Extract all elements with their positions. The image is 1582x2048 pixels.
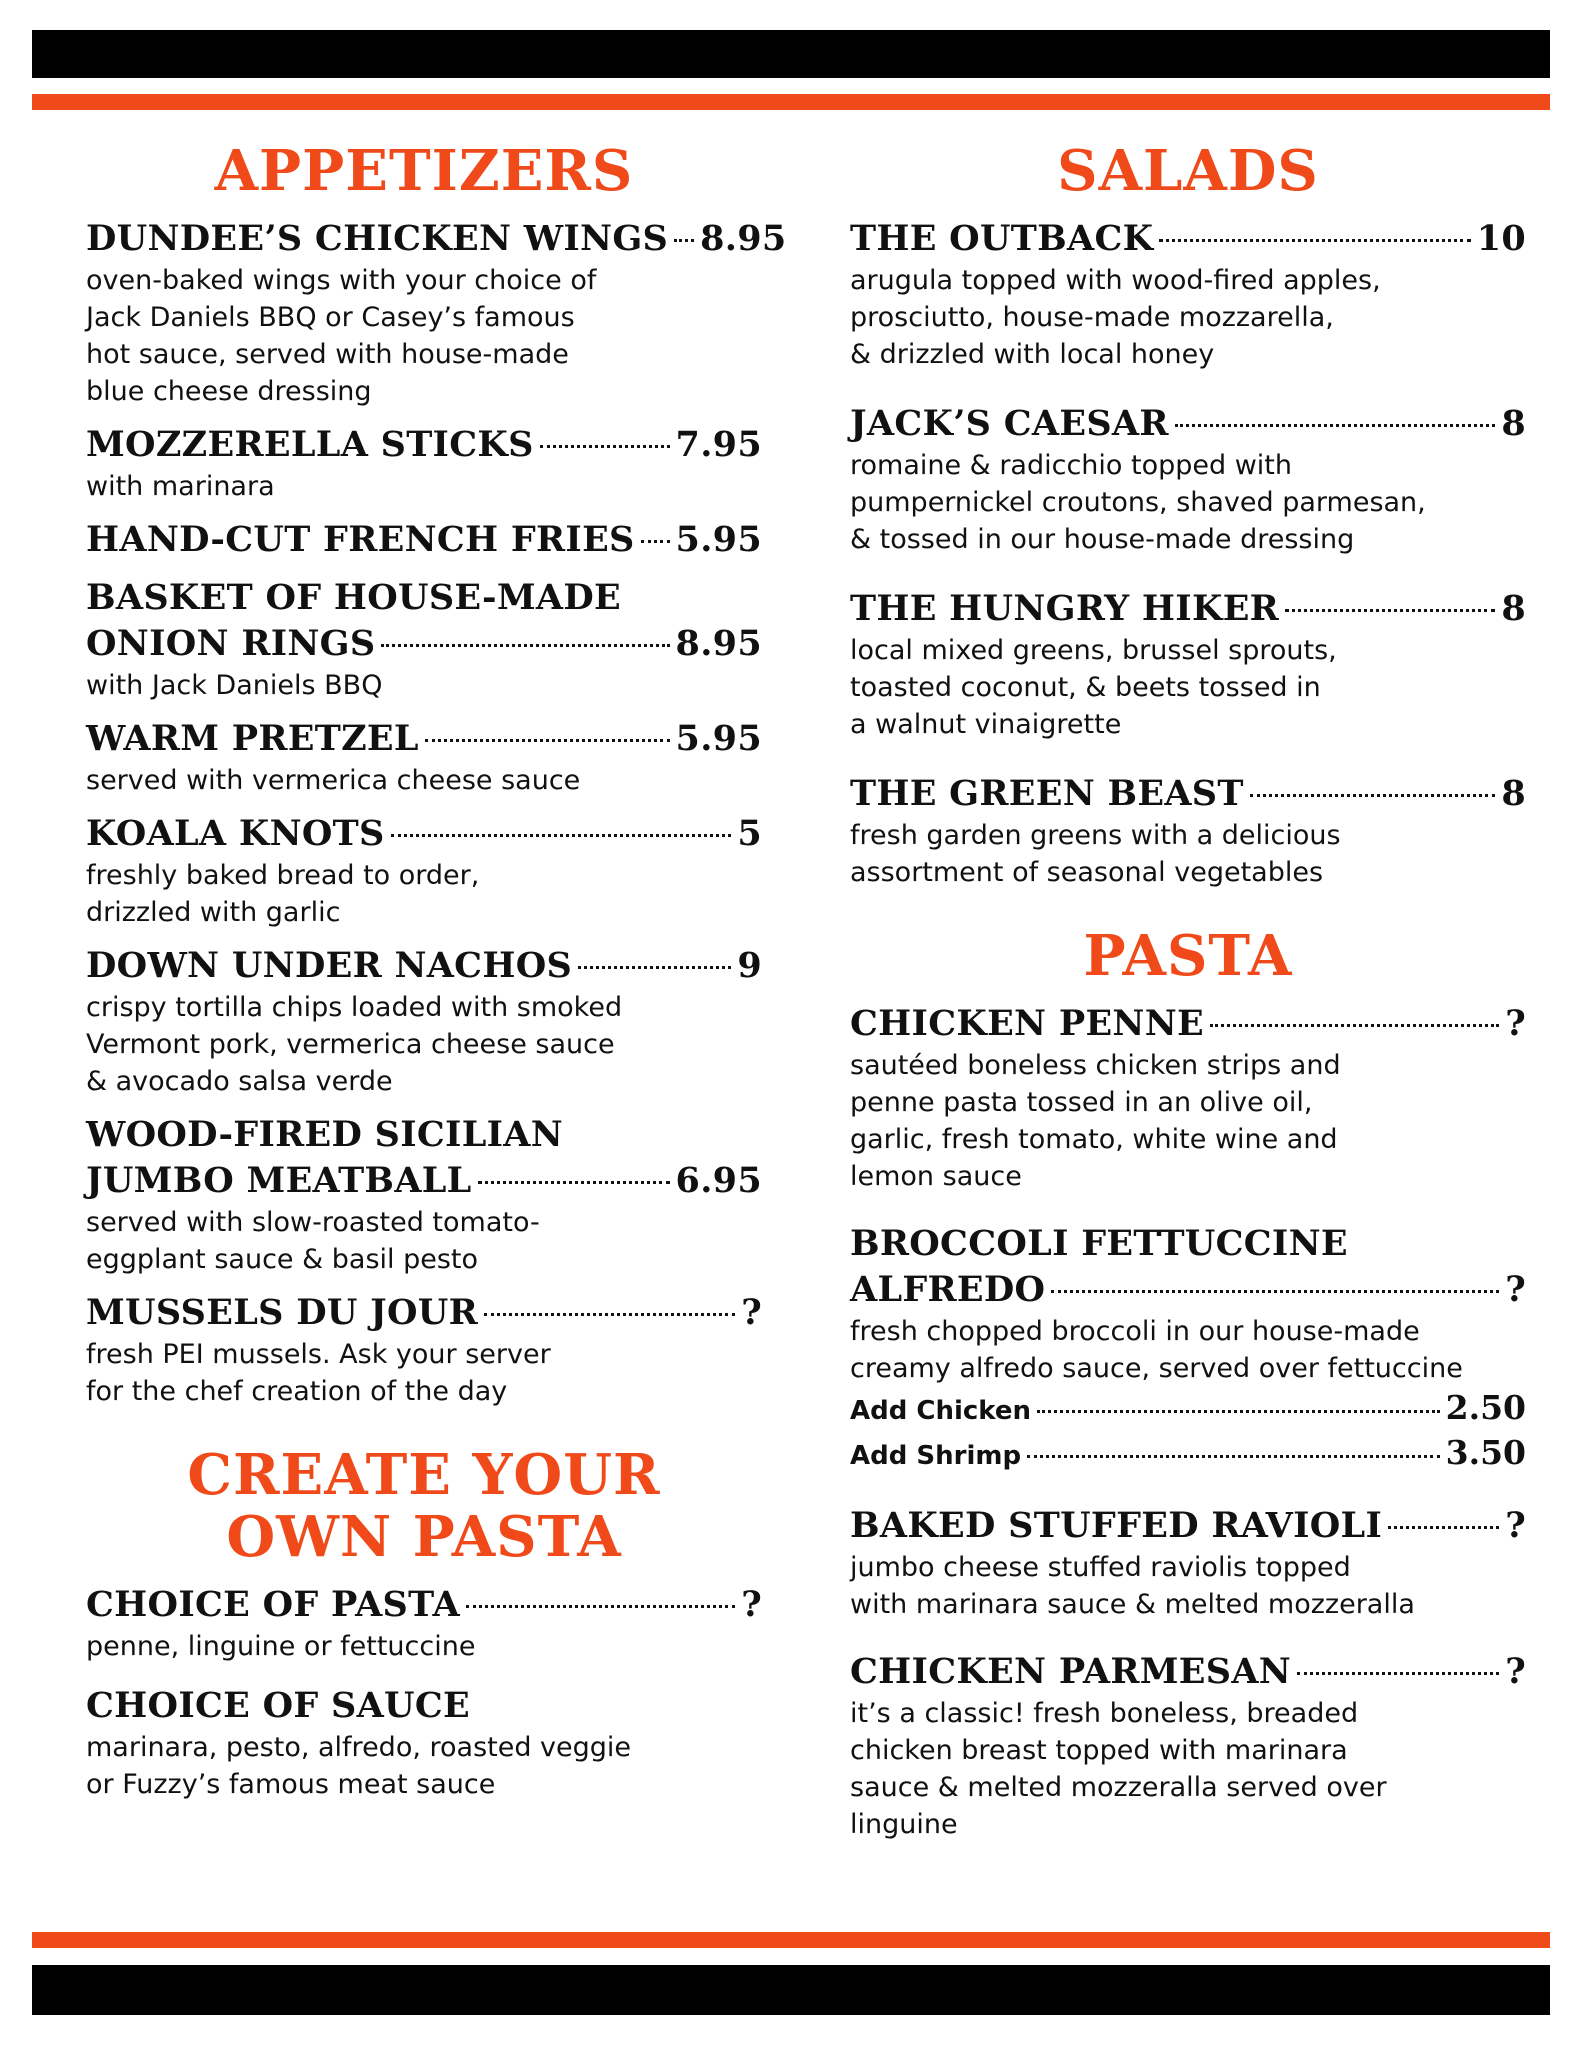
dot-leader — [674, 239, 694, 242]
menu-item-description: pumpernickel croutons, shaved parmesan, — [850, 487, 1426, 518]
menu-item-description: drizzled with garlic — [86, 897, 341, 928]
menu-item-price: ? — [1505, 1651, 1526, 1692]
dot-leader — [578, 966, 731, 969]
menu-item — [86, 1112, 762, 1278]
menu-item-name: THE OUTBACK — [850, 218, 1154, 259]
addon-price: 3.50 — [1445, 1433, 1526, 1472]
menu-item-price: ? — [741, 1292, 762, 1333]
dot-leader — [1285, 609, 1495, 612]
menu-item-name: JACK’S CAESAR — [850, 403, 1169, 444]
menu-item-price: 9 — [737, 945, 762, 986]
menu-item-description: romaine & radicchio topped with — [850, 450, 1293, 481]
menu-item-description: blue cheese dressing — [86, 376, 372, 407]
menu-item-description: or Fuzzy’s famous meat sauce — [86, 1769, 496, 1800]
create-pasta-section — [86, 1444, 762, 1803]
create-pasta-list — [86, 1582, 762, 1803]
menu-item — [86, 1683, 762, 1803]
dot-leader — [1027, 1455, 1440, 1458]
menu-item — [86, 1290, 762, 1410]
addon-row — [850, 1432, 1526, 1477]
dot-leader — [1175, 424, 1496, 427]
menu-item-title-row — [850, 216, 1526, 262]
create-pasta-title-line1: CREATE YOUR — [187, 1442, 661, 1508]
menu-item-name: JUMBO MEATBALL — [86, 1160, 472, 1201]
dot-leader — [1037, 1410, 1440, 1413]
menu-item-title-row — [86, 1158, 762, 1204]
menu-item — [86, 517, 762, 563]
menu-item-price: 7.95 — [675, 424, 762, 465]
menu-item-title-row — [850, 771, 1526, 817]
menu-item-description: & tossed in our house-made dressing — [850, 524, 1355, 555]
menu-item-description: Jack Daniels BBQ or Casey’s famous — [86, 302, 575, 333]
dot-leader — [540, 445, 670, 448]
menu-item — [86, 1582, 762, 1665]
addon-label: Add Shrimp — [850, 1441, 1022, 1471]
menu-item-title-row — [850, 1001, 1526, 1047]
menu-item — [850, 1649, 1526, 1843]
menu-item — [86, 943, 762, 1100]
menu-item-name: ALFREDO — [850, 1269, 1046, 1310]
right-column — [850, 140, 1526, 1843]
dot-leader — [478, 1181, 670, 1184]
menu-item-name-line1: BASKET OF HOUSE-MADE — [86, 577, 621, 618]
menu-item — [86, 422, 762, 505]
menu-item-price: 5.95 — [675, 519, 762, 560]
menu-item-name: MUSSELS DU JOUR — [86, 1292, 479, 1333]
menu-item — [850, 771, 1526, 891]
menu-item-description: with marinara — [86, 471, 275, 502]
menu-item-description: oven-baked wings with your choice of — [86, 265, 597, 296]
menu-item-title-row — [850, 1503, 1526, 1549]
menu-item-description: local mixed greens, brussel sprouts, — [850, 635, 1337, 666]
menu-item-description: linguine — [850, 1809, 958, 1840]
menu-item-title-row — [86, 1582, 762, 1628]
menu-item-title-row — [86, 1683, 762, 1729]
menu-item-price: 5 — [737, 813, 762, 854]
menu-item-description: arugula topped with wood-fired apples, — [850, 265, 1381, 296]
menu-item-title-row — [86, 216, 787, 262]
menu-item-title-row — [850, 1649, 1526, 1695]
menu-item-name: ONION RINGS — [86, 623, 376, 664]
menu-item-description: toasted coconut, & beets tossed in — [850, 672, 1321, 703]
dot-leader — [381, 644, 669, 647]
addon-row — [850, 1387, 1526, 1432]
menu-item-name: THE GREEN BEAST — [850, 773, 1244, 814]
menu-item-title-row — [850, 401, 1526, 447]
salads-list — [850, 216, 1526, 891]
top-orange-stripe — [32, 94, 1550, 110]
dot-leader — [466, 1605, 735, 1608]
menu-item — [850, 586, 1526, 743]
menu-item-description: crispy tortilla chips loaded with smoked — [86, 992, 623, 1023]
menu-item-name: HAND-CUT FRENCH FRIES — [86, 519, 635, 560]
menu-item-description: marinara, pesto, alfredo, roasted veggie — [86, 1732, 632, 1763]
menu-item-description: penne, linguine or fettuccine — [86, 1631, 476, 1662]
dot-leader — [1250, 794, 1496, 797]
menu-item-description: prosciutto, house-made mozzarella, — [850, 302, 1334, 333]
menu-item-name: CHOICE OF SAUCE — [86, 1685, 471, 1726]
menu-item-description: jumbo cheese stuffed raviolis topped — [850, 1552, 1351, 1583]
menu-item-name: DOWN UNDER NACHOS — [86, 945, 573, 986]
dot-leader — [1210, 1024, 1499, 1027]
menu-item-name: WARM PRETZEL — [86, 718, 419, 759]
menu-item-title-row — [86, 811, 762, 857]
menu-item-name-line1: WOOD-FIRED SICILIAN — [86, 1114, 564, 1155]
dot-leader — [425, 739, 670, 742]
menu-item-name: BAKED STUFFED RAVIOLI — [850, 1505, 1383, 1546]
menu-item — [850, 1001, 1526, 1195]
menu-item-price: 8 — [1501, 773, 1526, 814]
menu-item — [850, 1503, 1526, 1623]
top-black-bar — [32, 30, 1550, 78]
menu-item-price: ? — [1505, 1505, 1526, 1546]
dot-leader — [391, 834, 732, 837]
dot-leader — [641, 540, 670, 543]
menu-item-description: Vermont pork, vermerica cheese sauce — [86, 1029, 615, 1060]
menu-item-price: 8.95 — [675, 623, 762, 664]
dot-leader — [1159, 239, 1470, 242]
menu-item-name: MOZZERELLA STICKS — [86, 424, 534, 465]
menu-item — [86, 716, 762, 799]
menu-item-price: 10 — [1476, 218, 1526, 259]
menu-item-name: CHICKEN PARMESAN — [850, 1651, 1292, 1692]
menu-item-description: it’s a classic! fresh boneless, breaded — [850, 1698, 1359, 1729]
appetizers-title: APPETIZERS — [214, 138, 634, 204]
menu-item-description: fresh chopped broccoli in our house-made — [850, 1316, 1420, 1347]
menu-item-description: & avocado salsa verde — [86, 1066, 393, 1097]
menu-item-description: with marinara sauce & melted mozzeralla — [850, 1589, 1415, 1620]
menu-item-description: sauce & melted mozzeralla served over — [850, 1772, 1387, 1803]
dot-leader — [1297, 1672, 1499, 1675]
menu-item-name: CHICKEN PENNE — [850, 1003, 1204, 1044]
bottom-orange-stripe — [32, 1932, 1550, 1948]
bottom-black-bar — [32, 1965, 1550, 2015]
menu-item-description: creamy alfredo sauce, served over fettuccine — [850, 1353, 1463, 1384]
menu-item-title-row — [86, 716, 762, 762]
menu-item-description: assortment of seasonal vegetables — [850, 857, 1324, 888]
menu-item-price: ? — [741, 1584, 762, 1625]
menu-item — [850, 401, 1526, 558]
left-column — [86, 138, 787, 1803]
salads-title: SALADS — [1057, 138, 1319, 204]
dot-leader — [484, 1313, 735, 1316]
menu-item-title-row — [850, 586, 1526, 632]
menu-item-description: chicken breast topped with marinara — [850, 1735, 1348, 1766]
create-pasta-title-line2: OWN PASTA — [226, 1504, 622, 1570]
menu-item-description: garlic, fresh tomato, white wine and — [850, 1124, 1338, 1155]
menu-item — [86, 216, 787, 410]
menu-item-description: hot sauce, served with house-made — [86, 339, 569, 370]
menu-item-description: & drizzled with local honey — [850, 339, 1215, 370]
menu-item-price: ? — [1505, 1269, 1526, 1310]
menu-item-price: 8.95 — [700, 218, 787, 259]
addon-label: Add Chicken — [850, 1396, 1032, 1426]
menu-item-price: 8 — [1501, 403, 1526, 444]
appetizers-list — [86, 216, 787, 1410]
menu-item-price: 5.95 — [675, 718, 762, 759]
menu-item-price: 8 — [1501, 588, 1526, 629]
menu-item-name: CHOICE OF PASTA — [86, 1584, 461, 1625]
menu-item-description: served with vermerica cheese sauce — [86, 765, 581, 796]
menu-item-description: eggplant sauce & basil pesto — [86, 1244, 479, 1275]
menu-item-price: 6.95 — [675, 1160, 762, 1201]
dot-leader — [1388, 1526, 1499, 1529]
menu-item-name: THE HUNGRY HIKER — [850, 588, 1280, 629]
menu-item-description: lemon sauce — [850, 1161, 1022, 1192]
menu-item-title-row — [86, 621, 762, 667]
menu-item-description: with Jack Daniels BBQ — [86, 670, 383, 701]
menu-item — [86, 575, 762, 704]
menu-item-name: KOALA KNOTS — [86, 813, 385, 854]
menu-item-description: fresh PEI mussels. Ask your server — [86, 1339, 551, 1370]
addon-price: 2.50 — [1445, 1388, 1526, 1427]
menu-item-description: sautéed boneless chicken strips and — [850, 1050, 1341, 1081]
dot-leader — [1051, 1290, 1499, 1293]
menu-item — [86, 811, 762, 931]
menu-item-description: served with slow-roasted tomato- — [86, 1207, 540, 1238]
menu-item — [850, 216, 1526, 373]
pasta-title: PASTA — [1083, 923, 1293, 989]
menu-item-description: freshly baked bread to order, — [86, 860, 480, 891]
menu-item-description: penne pasta tossed in an olive oil, — [850, 1087, 1313, 1118]
pasta-list — [850, 1001, 1526, 1843]
menu-item-description: fresh garden greens with a delicious — [850, 820, 1341, 851]
menu-item-price: ? — [1505, 1003, 1526, 1044]
menu-item-title-row — [86, 1290, 762, 1336]
menu-item-description: a walnut vinaigrette — [850, 709, 1122, 740]
menu-item-title-row — [86, 943, 762, 989]
menu-item — [850, 1221, 1526, 1477]
menu-item-description: for the chef creation of the day — [86, 1376, 508, 1407]
menu-item-title-row — [86, 422, 762, 468]
menu-item-title-row — [86, 517, 762, 563]
menu-item-title-row — [850, 1267, 1526, 1313]
menu-item-name-line1: BROCCOLI FETTUCCINE — [850, 1223, 1348, 1264]
menu-item-name: DUNDEE’S CHICKEN WINGS — [86, 218, 669, 259]
pasta-section — [850, 925, 1526, 1843]
